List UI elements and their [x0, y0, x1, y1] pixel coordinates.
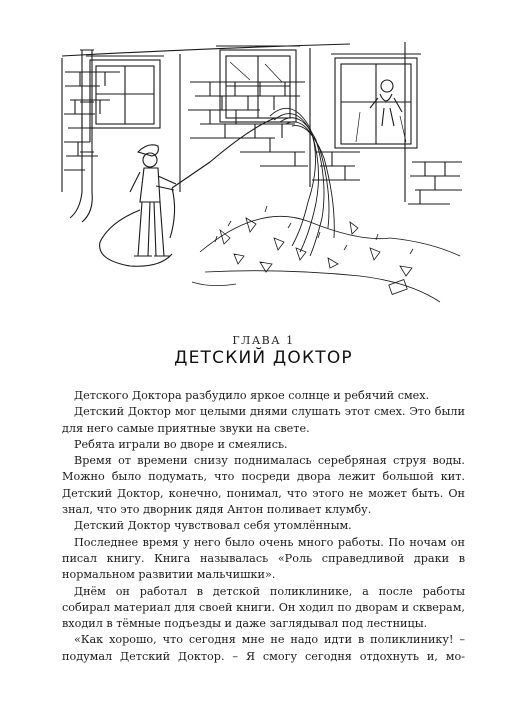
center-window [216, 46, 300, 122]
paragraph: Ребята играли во дворе и смеялись. [74, 437, 288, 451]
paragraph: Детского Доктора разбудило яркое солнце и ребячий смех. [74, 389, 430, 402]
chapter-illustration [60, 42, 465, 310]
flowerbed [192, 206, 460, 302]
janitor-figure [130, 145, 176, 256]
water-stream [270, 108, 334, 256]
chapter-body-text [62, 388, 465, 665]
chapter-title: ДЕТСКИЙ ДОКТОР [174, 348, 353, 368]
paragraph: Последнее время у него было очень много работы. По ночам он писал книгу. Книга называлась «Роль справедливой драки в нормальном развитии мальчишки». [62, 535, 465, 582]
left-window [86, 56, 164, 128]
paragraph: Время от времени снизу поднималась серебряная струя воды. Можно было подумать, что посреди двора лежит большой кит. Детский Доктор, конечно, понимал, что этого не может быть. Он знал, что это дворник дядя Антон поливает клумбу. [62, 454, 465, 517]
chapter-number: ГЛАВА 1 [232, 334, 295, 347]
right-window [331, 54, 421, 148]
paragraph: Днём он работал в детской поликлинике, а после работы собирал материал для своей книги. Он ходил по дворам и скверам, входил в тёмные подъезды и даже заглядывал под лестницы. [62, 584, 465, 631]
paragraph: «Как хорошо, что сегодня мне не надо идти в поликлинику! – подумал Детский Доктор. – Я смогу сегодня отдохнуть и, мо- [62, 633, 465, 663]
garden-hose [100, 118, 275, 266]
paragraph: Детский Доктор мог целыми днями слушать этот смех. Это были для него самые приятные звуки на свете. [62, 405, 465, 435]
paragraph: Детский Доктор чувствовал себя утомлённым. [74, 519, 352, 533]
